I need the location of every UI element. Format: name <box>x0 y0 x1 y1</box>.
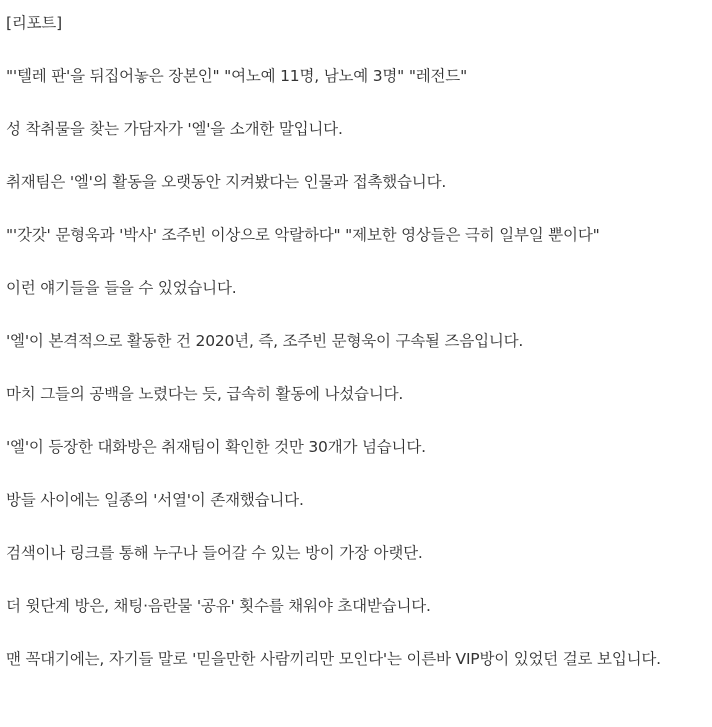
paragraph: 이런 얘기들을 들을 수 있었습니다. <box>6 279 237 297</box>
report-label: [리포트] <box>6 14 63 32</box>
paragraph: 맨 꼭대기에는, 자기들 말로 '믿을만한 사람끼리만 모인다'는 이른바 VIP방이 있었던 걸로 보입니다. <box>6 650 661 668</box>
paragraph: 검색이나 링크를 통해 누구나 들어갈 수 있는 방이 가장 아랫단. <box>6 544 423 562</box>
paragraph-quote-intro: "'텔레 판'을 뒤집어놓은 장본인" "여노예 11명, 남노예 3명" "레전드" <box>6 67 468 85</box>
paragraph: 마치 그들의 공백을 노렸다는 듯, 급속히 활동에 나섰습니다. <box>6 385 404 403</box>
paragraph: 성 착취물을 찾는 가담자가 '엘'을 소개한 말입니다. <box>6 120 343 138</box>
paragraph: 방들 사이에는 일종의 '서열'이 존재했습니다. <box>6 491 304 509</box>
paragraph: 더 윗단계 방은, 채팅·음란물 '공유' 횟수를 채워야 초대받습니다. <box>6 597 431 615</box>
paragraph: 취재팀은 '엘'의 활동을 오랫동안 지켜봤다는 인물과 접촉했습니다. <box>6 173 447 191</box>
paragraph: '엘'이 등장한 대화방은 취재팀이 확인한 것만 30개가 넘습니다. <box>6 438 426 456</box>
paragraph: '엘'이 본격적으로 활동한 건 2020년, 즉, 조주빈 문형욱이 구속될 즈음입니다. <box>6 332 524 350</box>
paragraph-quote-informant: "'갓갓' 문형욱과 '박사' 조주빈 이상으로 악랄하다" "제보한 영상들은 극히 일부일 뿐이다" <box>6 226 600 244</box>
